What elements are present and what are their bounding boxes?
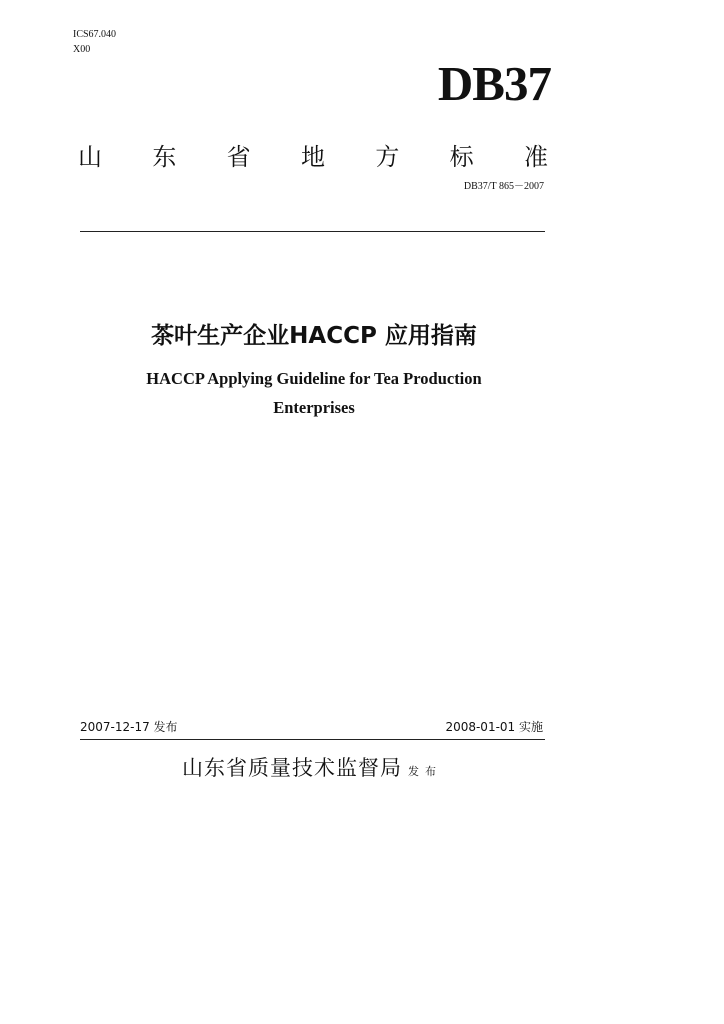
implementation-date: 2008-01-01 实施 [445,720,543,734]
publisher-line [182,752,442,784]
document-title-chinese: 茶叶生产企业HACCP 应用指南 [151,323,477,349]
document-title-english-line2: Enterprises [273,398,355,417]
standard-type-char: 省 [226,143,251,171]
document-title-english [100,364,528,422]
standard-code-logo: DB37 [437,56,551,111]
standard-type-char: 地 [300,143,325,171]
standard-number: DB37/T 865－2007 [463,181,544,192]
standard-type-char: 山 [78,143,102,171]
issue-date: 2007-12-17 发布 [80,720,178,734]
standard-type-char: 标 [449,143,474,171]
standard-type-char: 准 [523,143,548,171]
standard-type-heading [78,141,548,173]
ics-code: ICS67.040 [73,29,117,40]
publisher-suffix: 发布 [408,765,442,778]
standard-type-char: 方 [375,143,400,171]
document-title-english-line1: HACCP Applying Guideline for Tea Production [146,369,482,388]
footer-divider [80,739,545,740]
publisher-name: 山东省质量技术监督局 [182,756,402,780]
classification-code: X00 [73,44,91,55]
standard-type-char: 东 [152,143,177,171]
header-divider [80,231,545,232]
